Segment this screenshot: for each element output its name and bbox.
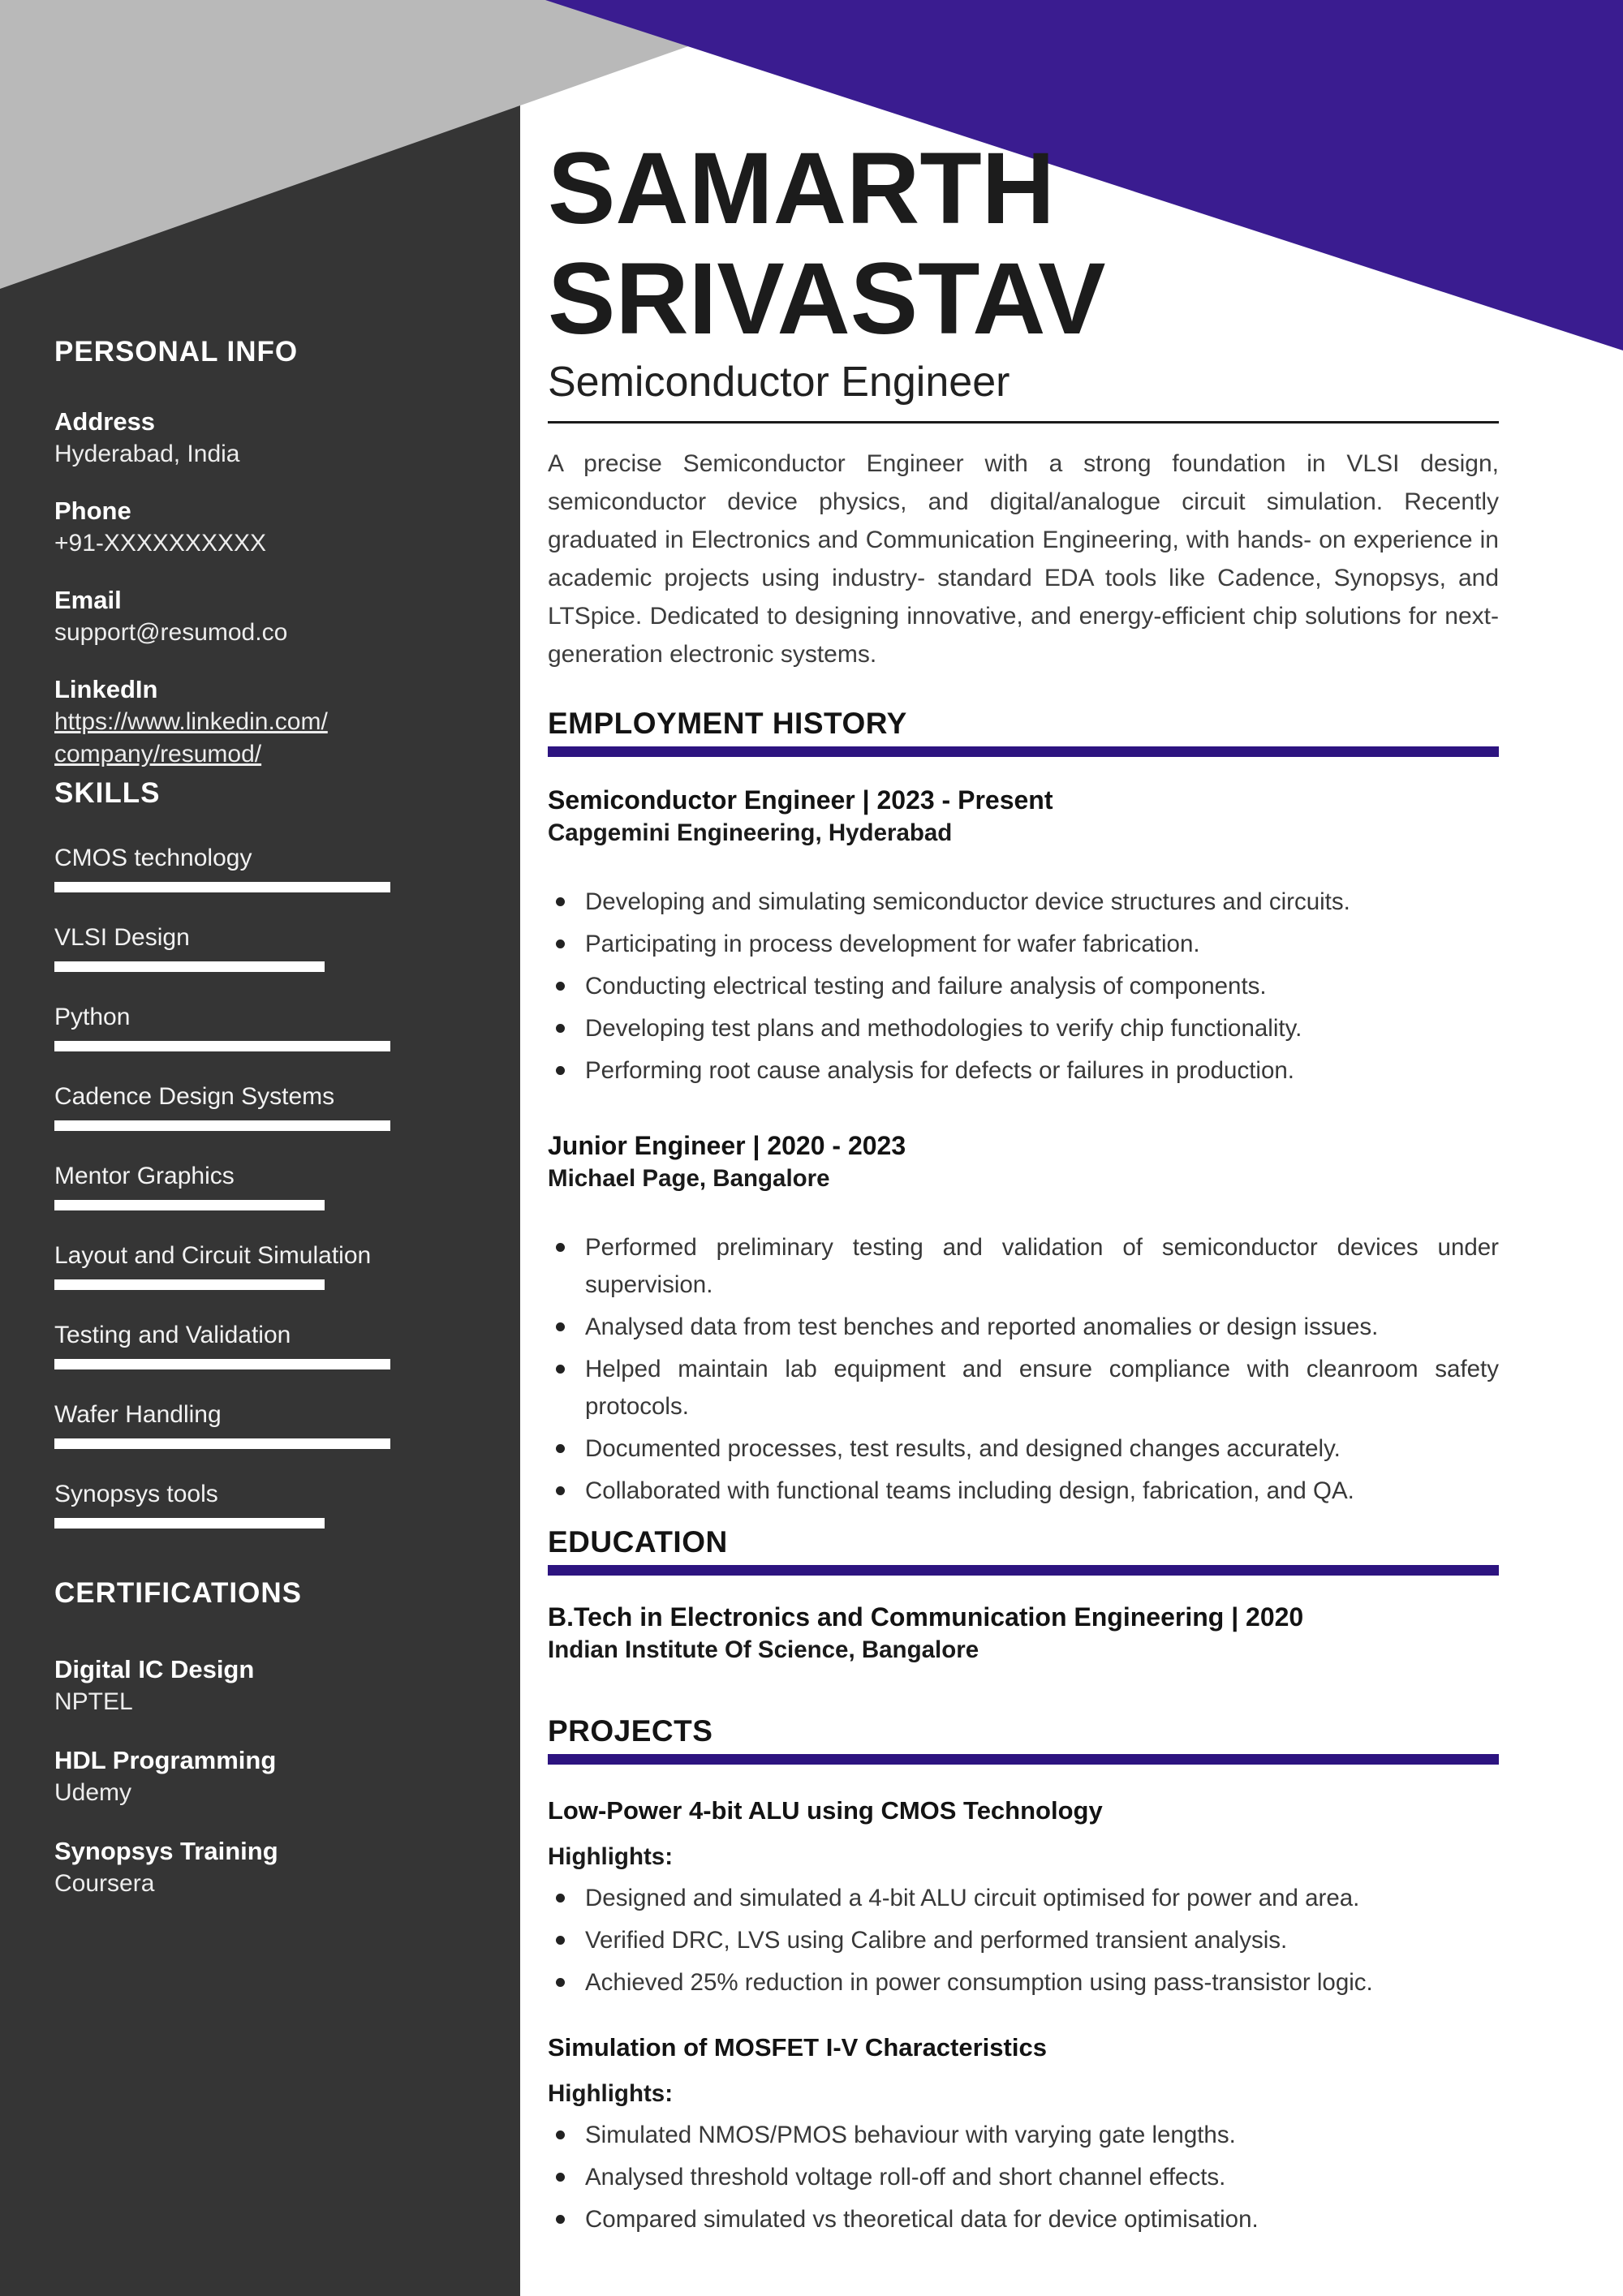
candidate-name-line1: SAMARTH [548, 132, 1055, 245]
certification-issuer: Udemy [54, 1779, 132, 1806]
job-entry [548, 1129, 1499, 1510]
project-bullet: Simulated NMOS/PMOS behaviour with varying gate lengths. [548, 2117, 1499, 2154]
projects-section-underline [548, 1754, 1499, 1765]
skill-level-bar [54, 1279, 325, 1290]
project-bullet-list [548, 1880, 1499, 2001]
skill-item [54, 1160, 464, 1210]
project-title: Simulation of MOSFET I-V Characteristics [548, 2033, 1047, 2062]
project-highlights-label: Highlights: [548, 1843, 674, 1870]
project-bullet-list [548, 2117, 1499, 2238]
phone-value: +91-XXXXXXXXXX [54, 530, 266, 557]
email-entry [54, 584, 464, 649]
job-company: Michael Page, Bangalore [548, 1165, 830, 1192]
job-title: Semiconductor Engineer | 2023 - Present [548, 785, 1053, 815]
skill-item [54, 922, 464, 972]
candidate-job-title: Semiconductor Engineer [548, 359, 1010, 406]
skills-heading: SKILLS [54, 777, 161, 809]
project-entry [548, 1794, 1499, 2001]
education-school: Indian Institute Of Science, Bangalore [548, 1636, 979, 1663]
project-bullet: Verified DRC, LVS using Calibre and performed transient analysis. [548, 1922, 1499, 1959]
project-title: Low-Power 4-bit ALU using CMOS Technology [548, 1796, 1103, 1825]
skill-item [54, 1319, 464, 1369]
personal-info-heading: PERSONAL INFO [54, 336, 299, 368]
certification-name: Synopsys Training [54, 1837, 278, 1865]
job-title: Junior Engineer | 2020 - 2023 [548, 1131, 906, 1160]
linkedin-label: LinkedIn [54, 675, 158, 703]
skill-level-bar [54, 1200, 325, 1210]
project-entry [548, 2031, 1499, 2238]
skill-name: Mentor Graphics [54, 1163, 235, 1189]
linkedin-url-line1[interactable]: https://www.linkedin.com/ [54, 708, 328, 735]
job-bullet: Documented processes, test results, and designed changes accurately. [548, 1430, 1499, 1468]
skill-item [54, 1081, 464, 1131]
skill-name: CMOS technology [54, 845, 252, 871]
employment-history-section [548, 706, 1499, 1510]
phone-entry [54, 495, 464, 560]
job-bullet: Analysed data from test benches and reported anomalies or design issues. [548, 1309, 1499, 1346]
skill-item [54, 1240, 464, 1290]
job-bullet-list [548, 1229, 1499, 1510]
job-bullet: Conducting electrical testing and failure analysis of components. [548, 968, 1499, 1005]
certification-name: Digital IC Design [54, 1655, 255, 1683]
skill-item [54, 842, 464, 892]
certification-issuer: Coursera [54, 1870, 155, 1897]
linkedin-url-line2[interactable]: company/resumod/ [54, 741, 262, 767]
job-entry [548, 783, 1499, 1090]
skill-name: Cadence Design Systems [54, 1083, 335, 1110]
skill-level-bar [54, 882, 390, 892]
job-bullet: Performing root cause analysis for defects or failures in production. [548, 1052, 1499, 1090]
certification-issuer: NPTEL [54, 1688, 133, 1715]
projects-heading: PROJECTS [548, 1714, 713, 1748]
project-bullet: Designed and simulated a 4-bit ALU circuit optimised for power and area. [548, 1880, 1499, 1917]
skill-name: VLSI Design [54, 924, 190, 951]
skill-name: Python [54, 1004, 131, 1030]
job-bullet-list [548, 884, 1499, 1090]
phone-label: Phone [54, 497, 131, 525]
job-bullet: Developing and simulating semiconductor device structures and circuits. [548, 884, 1499, 921]
summary-paragraph: A precise Semiconductor Engineer with a strong foundation in VLSI design, semiconductor device physics, and digital/analogue circuit simulation. Recently graduated in Electronics and Communication Engineering, with hands- on experience in academic projects using industry- standard EDA tools like Cadence, Synopsys, and LTSpice. Dedicated to designing innovative, and energy-efficient chip solutions for next-generation electronic systems. [548, 450, 1499, 668]
skill-level-bar [54, 1359, 390, 1369]
skill-item [54, 1001, 464, 1051]
email-label: Email [54, 586, 122, 614]
address-label: Address [54, 407, 156, 436]
certification-name: HDL Programming [54, 1746, 277, 1774]
project-bullet: Achieved 25% reduction in power consumption using pass-transistor logic. [548, 1964, 1499, 2001]
education-heading: EDUCATION [548, 1525, 728, 1559]
job-bullet: Performed preliminary testing and validation of semiconductor devices under supervision. [548, 1229, 1499, 1304]
education-section [548, 1524, 1499, 1666]
skill-level-bar [54, 1438, 390, 1449]
skill-name: Synopsys tools [54, 1481, 218, 1507]
sidebar-content [54, 336, 464, 1926]
project-bullet: Compared simulated vs theoretical data for device optimisation. [548, 2201, 1499, 2238]
education-section-underline [548, 1565, 1499, 1576]
job-bullet: Participating in process development for wafer fabrication. [548, 926, 1499, 963]
skill-name: Testing and Validation [54, 1322, 291, 1348]
skill-level-bar [54, 1041, 390, 1051]
main-column [548, 0, 1499, 2243]
project-highlights-label: Highlights: [548, 2080, 674, 2107]
skill-item [54, 1399, 464, 1449]
header-divider [548, 421, 1499, 424]
skill-level-bar [54, 1518, 325, 1529]
employment-history-heading: EMPLOYMENT HISTORY [548, 707, 907, 740]
skill-level-bar [54, 1120, 390, 1131]
job-company: Capgemini Engineering, Hyderabad [548, 819, 953, 846]
email-value: support@resumod.co [54, 619, 288, 646]
certification-item [54, 1744, 464, 1809]
certification-item [54, 1653, 464, 1718]
job-bullet: Developing test plans and methodologies to verify chip functionality. [548, 1010, 1499, 1047]
project-bullet: Analysed threshold voltage roll-off and short channel effects. [548, 2159, 1499, 2196]
skill-level-bar [54, 961, 325, 972]
linkedin-entry [54, 673, 464, 771]
job-bullet: Helped maintain lab equipment and ensure compliance with cleanroom safety protocols. [548, 1351, 1499, 1425]
skill-name: Layout and Circuit Simulation [54, 1242, 372, 1269]
certification-item [54, 1835, 464, 1900]
employment-section-underline [548, 746, 1499, 757]
education-degree: B.Tech in Electronics and Communication Engineering | 2020 [548, 1602, 1304, 1632]
candidate-name-line2: SRIVASTAV [548, 243, 1106, 355]
skill-item [54, 1478, 464, 1529]
projects-section [548, 1713, 1499, 2238]
address-value: Hyderabad, India [54, 441, 240, 467]
skill-name: Wafer Handling [54, 1401, 222, 1428]
certifications-heading: CERTIFICATIONS [54, 1577, 303, 1609]
address-entry [54, 406, 464, 471]
job-bullet: Collaborated with functional teams including design, fabrication, and QA. [548, 1473, 1499, 1510]
